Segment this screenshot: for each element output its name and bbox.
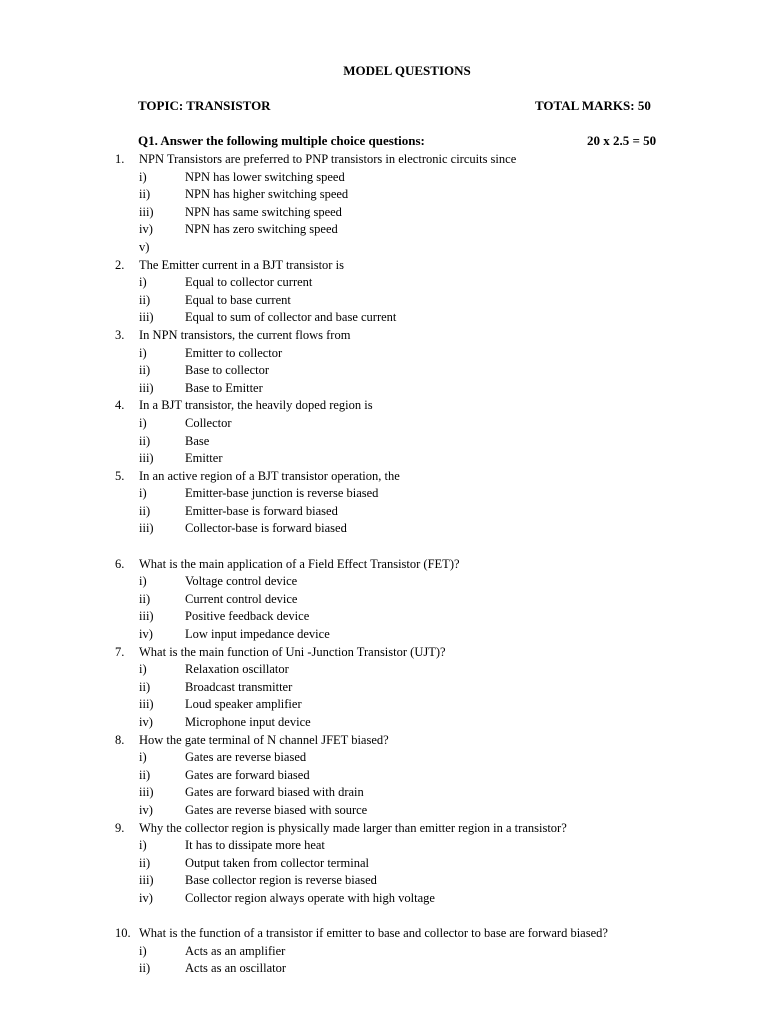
option-item: [0, 345, 768, 363]
option-text: Base: [185, 433, 210, 448]
option-number: i): [139, 415, 147, 430]
question-item: [0, 327, 768, 345]
question-text: What is the main application of a Field Effect Transistor (FET)?: [139, 556, 460, 571]
question-item: [0, 732, 768, 750]
option-number: iv): [139, 802, 153, 817]
question-item: [0, 556, 768, 574]
option-number: i): [139, 345, 147, 360]
option-number: i): [139, 574, 147, 589]
question-number: 8.: [115, 732, 125, 747]
option-text: Gates are forward biased: [185, 767, 310, 782]
question-item: [0, 644, 768, 662]
option-text: Positive feedback device: [185, 609, 310, 624]
option-text: NPN has lower switching speed: [185, 169, 345, 184]
option-number: iv): [139, 715, 153, 729]
question-text: The Emitter current in a BJT transistor is: [139, 257, 344, 272]
question-text: In NPN transistors, the current flows from: [139, 327, 351, 342]
option-text: Emitter: [185, 451, 223, 466]
option-text: Acts as an oscillator: [185, 961, 287, 976]
page-title: MODEL QUESTIONS: [343, 63, 471, 78]
option-item: [0, 696, 768, 714]
option-text: It has to dissipate more heat: [185, 838, 325, 853]
option-item: [0, 626, 768, 644]
question-text: Why the collector region is physically made larger than emitter region in a transistor?: [139, 820, 567, 835]
option-number: iii): [139, 204, 154, 219]
option-text: Microphone input device: [185, 715, 311, 729]
option-item: [0, 855, 768, 873]
option-number: i): [139, 275, 147, 290]
option-text: Low input impedance device: [185, 627, 330, 642]
option-text: Broadcast transmitter: [185, 679, 293, 694]
option-number: ii): [139, 591, 151, 606]
option-text: Base to collector: [185, 363, 269, 378]
option-item: [0, 960, 768, 978]
option-item: [0, 943, 768, 961]
option-number: ii): [139, 855, 151, 870]
option-number: i): [139, 662, 147, 677]
option-item: [0, 802, 768, 820]
option-number: ii): [139, 292, 151, 307]
option-number: iii): [139, 310, 154, 325]
option-number: iv): [139, 890, 153, 905]
question-number: 6.: [115, 556, 125, 571]
question-item: [0, 257, 768, 275]
option-text: Emitter-base is forward biased: [185, 503, 338, 518]
question-text: How the gate terminal of N channel JFET biased?: [139, 732, 389, 747]
question-text: NPN Transistors are preferred to PNP transistors in electronic circuits since: [139, 152, 517, 166]
option-number: i): [139, 486, 147, 501]
option-number: iii): [139, 609, 154, 624]
option-text: NPN has higher switching speed: [185, 187, 349, 202]
option-item: [0, 520, 768, 538]
option-number: v): [139, 239, 150, 254]
option-text: Equal to base current: [185, 292, 291, 307]
question-text: What is the function of a transistor if emitter to base and collector to base are forward biased?: [139, 926, 608, 941]
option-item: [0, 591, 768, 609]
question-number: 4.: [115, 398, 125, 413]
option-number: i): [139, 750, 147, 765]
question-number: 2.: [115, 257, 125, 272]
option-text: Collector-base is forward biased: [185, 521, 347, 536]
option-text: NPN has same switching speed: [185, 204, 342, 219]
q1-instruction: Q1. Answer the following multiple choice questions:: [138, 133, 425, 148]
option-item: [0, 485, 768, 503]
option-text: Output taken from collector terminal: [185, 855, 369, 870]
question-number: 3.: [115, 327, 125, 342]
option-text: Gates are reverse biased with source: [185, 802, 368, 817]
question-text: In an active region of a BJT transistor operation, the: [139, 468, 400, 483]
option-item: [0, 749, 768, 767]
option-text: Current control device: [185, 591, 298, 606]
question-text: In a BJT transistor, the heavily doped region is: [139, 398, 373, 413]
option-text: Gates are reverse biased: [185, 750, 307, 765]
option-number: iii): [139, 521, 154, 536]
option-text: Emitter-base junction is reverse biased: [185, 486, 379, 501]
option-number: i): [139, 943, 147, 958]
question-item: [0, 151, 768, 169]
question-number: 7.: [115, 644, 125, 659]
option-text: NPN has zero switching speed: [185, 222, 338, 237]
option-number: ii): [139, 433, 151, 448]
option-item: [0, 221, 768, 239]
option-text: Emitter to collector: [185, 345, 283, 360]
option-text: Relaxation oscillator: [185, 662, 289, 677]
option-number: ii): [139, 363, 151, 378]
option-number: iii): [139, 697, 154, 712]
option-text: Loud speaker amplifier: [185, 697, 302, 712]
option-text: Equal to sum of collector and base current: [185, 310, 397, 325]
blank-line: [0, 908, 768, 926]
option-item: [0, 186, 768, 204]
option-number: ii): [139, 767, 151, 782]
option-number: ii): [139, 503, 151, 518]
option-number: iii): [139, 380, 154, 395]
blank-line: [0, 538, 768, 556]
question-item: [0, 468, 768, 486]
question-number: 10.: [115, 926, 131, 941]
option-item: [0, 415, 768, 433]
option-item: [0, 573, 768, 591]
option-item: [0, 679, 768, 697]
question-item: [0, 397, 768, 415]
option-number: i): [139, 838, 147, 853]
option-number: ii): [139, 187, 151, 202]
option-item: [0, 239, 768, 257]
option-number: iii): [139, 451, 154, 466]
question-number: 1.: [115, 152, 125, 166]
question-text: What is the main function of Uni -Junction Transistor (UJT)?: [139, 644, 446, 659]
option-item: [0, 767, 768, 785]
option-item: [0, 433, 768, 451]
question-item: [0, 820, 768, 838]
option-item: [0, 380, 768, 398]
option-text: Base to Emitter: [185, 380, 263, 395]
option-item: [0, 714, 768, 732]
question-number: 5.: [115, 468, 125, 483]
option-item: [0, 450, 768, 468]
option-item: [0, 872, 768, 890]
question-item: [0, 925, 768, 943]
option-item: [0, 503, 768, 521]
q1-marks: 20 x 2.5 = 50: [587, 133, 657, 148]
option-text: Collector: [185, 415, 232, 430]
option-text: Base collector region is reverse biased: [185, 873, 377, 888]
option-item: [0, 784, 768, 802]
option-item: [0, 274, 768, 292]
option-item: [0, 661, 768, 679]
option-item: [0, 608, 768, 626]
option-number: iii): [139, 785, 154, 800]
option-number: iv): [139, 627, 153, 642]
option-number: ii): [139, 961, 151, 976]
option-number: i): [139, 169, 147, 184]
option-item: [0, 204, 768, 222]
question-list: [0, 151, 768, 978]
option-item: [0, 292, 768, 310]
option-item: [0, 362, 768, 380]
topic-label: TOPIC: TRANSISTOR: [138, 98, 271, 113]
question-number: 9.: [115, 820, 125, 835]
option-text: Gates are forward biased with drain: [185, 785, 364, 800]
option-number: iv): [139, 222, 153, 237]
option-text: Collector region always operate with high voltage: [185, 890, 435, 905]
option-item: [0, 837, 768, 855]
option-text: Voltage control device: [185, 574, 298, 589]
option-number: iii): [139, 873, 154, 888]
option-text: Acts as an amplifier: [185, 943, 286, 958]
option-item: [0, 309, 768, 327]
option-number: ii): [139, 679, 151, 694]
total-marks-label: TOTAL MARKS: 50: [535, 98, 651, 113]
option-item: [0, 890, 768, 908]
option-text: Equal to collector current: [185, 275, 313, 290]
option-item: [0, 169, 768, 187]
